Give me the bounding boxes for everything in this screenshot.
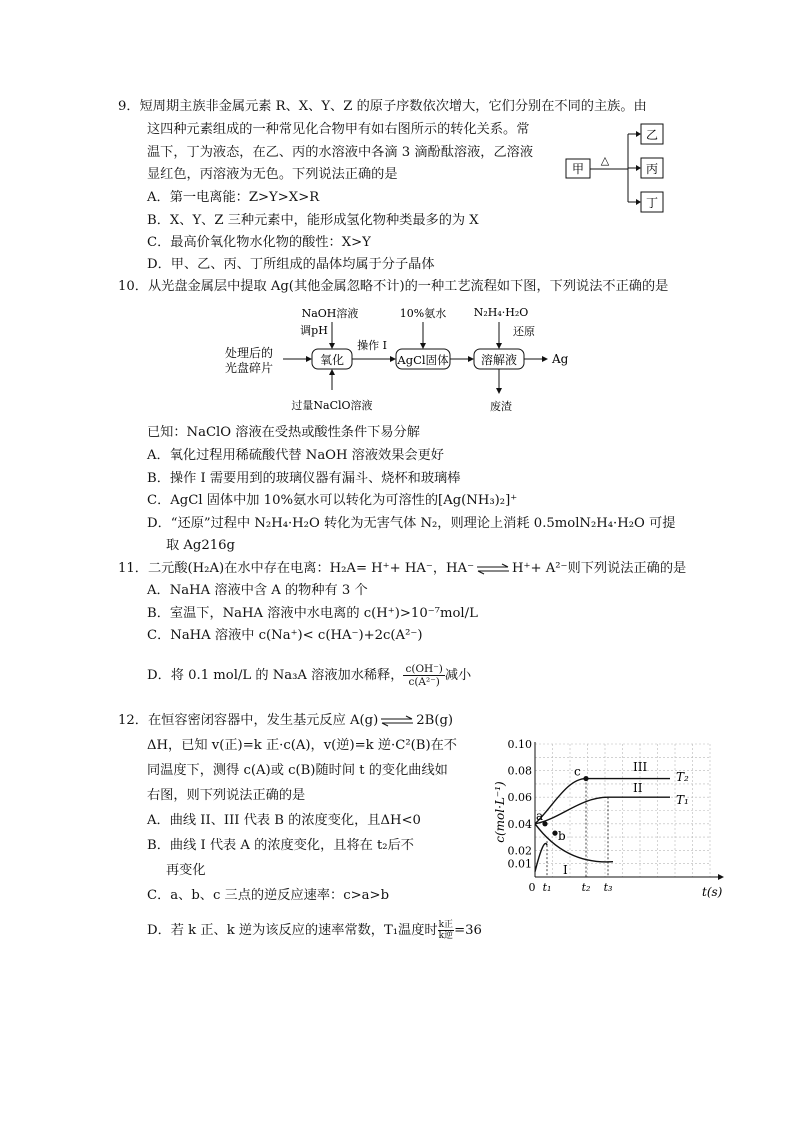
q10-box3-top-2: 还原 — [513, 325, 535, 338]
x-tick-label: 0 — [528, 881, 536, 894]
q11-option-d-text: D．将 0.1 mol/L 的 Na₃A 溶液加水稀释， — [147, 668, 404, 683]
q9-stem-line-2: 这四种元素组成的一种常见化合物甲有如右图所示的转化关系。常 — [147, 122, 530, 137]
q10-box2-top: 10%氨水 — [399, 307, 447, 320]
q11-fraction — [403, 663, 444, 688]
q10-input-line-1: 处理后的 — [225, 346, 274, 360]
q12-stem-part-1: 12．在恒容密闭容器中，发生基元反应 A(g) — [118, 713, 379, 728]
q12-stem-part-2: 2B(g) — [416, 713, 454, 728]
q9-diagram-condition: △ — [600, 154, 610, 167]
q10-box1-top-2: 调pH — [300, 324, 328, 337]
q11-option-d[interactable] — [147, 663, 471, 688]
series-label-III: III — [633, 760, 648, 774]
q10-option-b[interactable]: B．操作 I 需要用到的玻璃仪器有漏斗、烧杯和玻璃棒 — [147, 471, 461, 486]
q12-option-d[interactable] — [147, 920, 482, 941]
y-tick-label: 0.02 — [507, 844, 532, 858]
q12-option-c[interactable]: C．a、b、c 三点的逆反应速率：c>a>b — [147, 888, 390, 903]
y-tick-label: 0.04 — [507, 817, 532, 831]
x-axis-arrow — [718, 874, 724, 880]
q12-line-2: 同温度下，测得 c(A)或 c(B)随时间 t 的变化曲线如 — [147, 763, 448, 778]
y-tick-label: 0.10 — [507, 738, 532, 751]
series-label-I: I — [563, 863, 568, 877]
x-axis-label: t(s) — [702, 885, 723, 899]
q9-diagram-product-1: 乙 — [645, 128, 659, 142]
y-axis-label: c(mol·L⁻¹) — [493, 781, 507, 843]
q10-option-d[interactable]: D．“还原”过程中 N₂H₄·H₂O 转化为无害气体 N₂，则理论上消耗 0.5molN₂H₄·H₂O 可提 — [147, 516, 676, 531]
chart-ticks — [508, 738, 613, 894]
q9-transformation-diagram — [560, 118, 670, 218]
q10-operation-label: 操作 I — [357, 339, 387, 352]
q12-stem — [118, 712, 453, 730]
q10-option-d-cont: 取 Ag216g — [166, 538, 235, 553]
point-b — [552, 831, 557, 836]
x-tick-label: t₃ — [603, 881, 613, 894]
q10-option-a[interactable]: A．氧化过程用稀硫酸代替 NaOH 溶液效果会更好 — [147, 448, 444, 463]
q9-option-b[interactable]: B．X、Y、Z 三种元素中，能形成氢化物种类最多的为 X — [147, 213, 479, 228]
q10-box3-bottom: 废渣 — [490, 400, 512, 413]
y-tick-label: 0.06 — [507, 791, 532, 805]
x-tick-label: t₁ — [542, 881, 552, 894]
q12-fraction-denominator: k逆 — [438, 931, 454, 941]
q10-input-line-2: 光盘碎片 — [225, 361, 274, 375]
q10-box1-top-1: NaOH溶液 — [301, 307, 359, 320]
q12-line-1: ΔH，已知 v(正)=k 正·c(A)，v(逆)=k 逆·C²(B)在不 — [147, 738, 457, 753]
q12-fraction-numerator: k正 — [438, 920, 454, 930]
q11-option-b[interactable]: B．室温下，NaHA 溶液中水电离的 c(H⁺)>10⁻⁷mol/L — [147, 606, 478, 621]
q9-option-c[interactable]: C．最高价氧化物水化物的酸性：X>Y — [147, 235, 371, 250]
q10-box3-top: N₂H₄·H₂O — [473, 306, 529, 319]
q10-known: 已知：NaClO 溶液在受热或酸性条件下易分解 — [147, 425, 420, 440]
q10-box-solution: 溶解液 — [480, 353, 518, 367]
series-label-T1: T₁ — [676, 793, 689, 807]
q9-stem-line-4: 显红色，丙溶液为无色。下列说法正确的是 — [147, 167, 398, 182]
q11-option-d-tail: 减小 — [444, 668, 472, 683]
q9-diagram-product-2: 丙 — [645, 162, 659, 176]
curve-A — [535, 844, 547, 872]
q12-option-d-text: D．若 k 正、k 逆为该反应的速率常数，T₁温度时 — [147, 923, 438, 938]
chart-grid — [535, 744, 710, 877]
equilibrium-arrow-icon — [380, 715, 414, 727]
q10-option-c[interactable]: C．AgCl 固体中加 10%氨水可以转化为可溶性的[Ag(NH₃)₂]⁺ — [147, 493, 518, 508]
q12-rate-fraction — [438, 920, 454, 941]
x-tick-label: t₂ — [581, 881, 591, 894]
equilibrium-arrow-icon — [476, 563, 510, 575]
q12-option-b[interactable]: B．曲线 I 代表 A 的浓度变化，且将在 t₂后不 — [147, 838, 414, 853]
q10-stem: 10．从光盘金属层中提取 Ag(其他金属忽略不计)的一种工艺流程如下图，下列说法不正确的是 — [118, 279, 669, 294]
q11-fraction-numerator: c(OH⁻) — [405, 663, 443, 675]
q9-diagram-product-3: 丁 — [645, 196, 659, 210]
point-label-b: b — [558, 829, 566, 844]
q11-option-c[interactable]: C．NaHA 溶液中 c(Na⁺)< c(HA⁻)+2c(A²⁻) — [147, 628, 423, 643]
q12-concentration-chart — [490, 730, 730, 906]
chart-curves — [535, 779, 670, 872]
q9-option-d[interactable]: D．甲、乙、丙、丁所组成的晶体均属于分子晶体 — [147, 257, 435, 272]
q10-box1-bottom: 过量NaClO溶液 — [291, 399, 373, 412]
q10-output: Ag — [552, 352, 569, 366]
q9-diagram-start: 甲 — [571, 162, 585, 176]
chart-axes — [535, 742, 724, 880]
y-tick-label: 0.01 — [507, 857, 532, 871]
point-a — [542, 821, 547, 826]
q11-stem — [118, 560, 686, 578]
y-tick-label: 0.08 — [507, 764, 532, 778]
q9-stem-line-1: 9．短周期主族非金属元素 R、X、Y、Z 的原子序数依次增大，它们分别在不同的主族。由 — [118, 99, 647, 114]
q10-process-flow — [220, 300, 590, 418]
q9-stem-line-3: 温下，丁为液态，在乙、丙的水溶液中各滴 3 滴酚酞溶液，乙溶液 — [147, 145, 534, 160]
q11-option-a[interactable]: A．NaHA 溶液中含 A 的物种有 3 个 — [147, 583, 368, 598]
q11-stem-part-2: H⁺+ A²⁻则下列说法正确的是 — [512, 561, 687, 576]
point-label-a: a — [536, 808, 544, 823]
point-label-c: c — [574, 764, 581, 779]
q11-fraction-denominator: c(A²⁻) — [408, 676, 440, 688]
q11-stem-part-1: 11．二元酸(H₂A)在水中存在电离：H₂A= H⁺+ HA⁻，HA⁻ — [118, 561, 475, 576]
q12-line-3: 右图，则下列说法正确的是 — [147, 788, 306, 803]
series-label-II: II — [633, 781, 643, 795]
q12-option-b-cont: 再变化 — [166, 863, 206, 878]
q12-option-a[interactable]: A．曲线 II、III 代表 B 的浓度变化，且ΔH<0 — [147, 813, 421, 828]
q10-box-oxidation: 氧化 — [319, 353, 345, 367]
q10-box-agcl: AgCl固体 — [397, 353, 449, 367]
q9-option-a[interactable]: A．第一电离能：Z>Y>X>R — [147, 190, 320, 205]
series-label-T2: T₂ — [676, 770, 689, 784]
q12-option-d-tail: =36 — [454, 923, 482, 938]
